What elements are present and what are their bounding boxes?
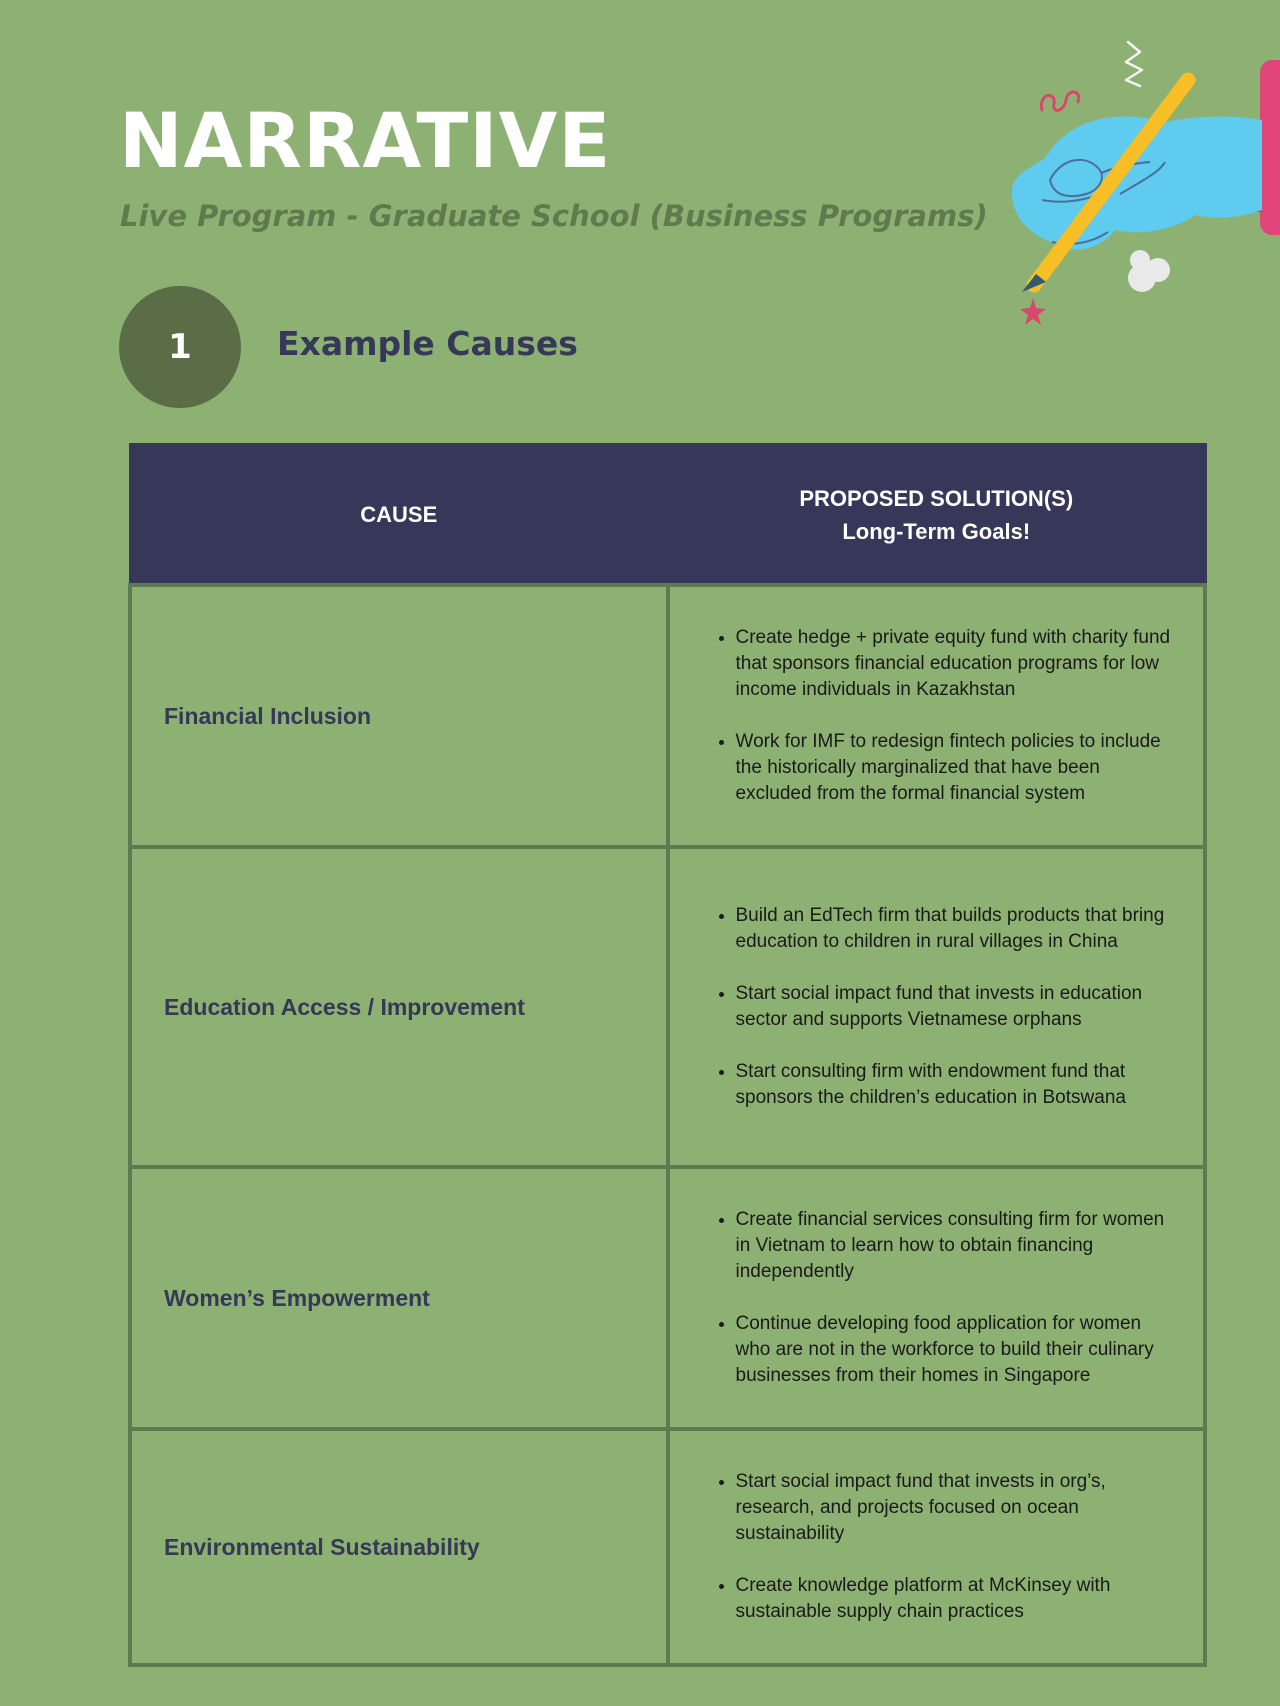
table-header-row [130, 445, 1205, 586]
page-subtitle: Live Program - Graduate School (Business Programs) [120, 199, 988, 233]
solution-item: • Create hedge + private equity fund with charity fund that sponsors financial education programs for low income individuals in Kazakhstan [736, 625, 1174, 703]
solutions-header-label: PROPOSED SOLUTION(S) [799, 485, 1074, 511]
solution-item: • Create financial services consulting firm for women in Vietnam to learn how to obtain financing independently [736, 1207, 1174, 1285]
section-title: Example Causes [277, 324, 578, 363]
cause-cell: Education Access / Improvement [130, 847, 668, 1167]
cause-cell: Financial Inclusion [130, 585, 668, 847]
solutions-cell [668, 585, 1206, 847]
solution-item: • Start consulting firm with endowment fund that sponsors the children’s education in Botswana [736, 1059, 1174, 1111]
solution-item: • Start social impact fund that invests in education sector and supports Vietnamese orphans [736, 981, 1174, 1033]
solution-item: • Build an EdTech firm that builds products that bring education to children in rural villages in China [736, 903, 1174, 955]
solutions-list [704, 1469, 1174, 1625]
solutions-list [704, 1207, 1174, 1389]
solution-item: • Create knowledge platform at McKinsey with sustainable supply chain practices [736, 1573, 1174, 1625]
table-row [130, 585, 1205, 847]
solutions-list [704, 903, 1174, 1111]
solutions-header-sublabel: Long-Term Goals! [842, 518, 1031, 544]
solutions-cell [668, 1429, 1206, 1665]
solution-item: • Work for IMF to redesign fintech policies to include the historically marginalized that have been excluded from the formal financial system [736, 729, 1174, 807]
cause-cell: Women’s Empowerment [130, 1167, 668, 1429]
solutions-column-header [668, 445, 1206, 586]
section-number-badge: 1 [119, 286, 241, 408]
page-title: NARRATIVE [119, 96, 612, 185]
cause-header-label: CAUSE [360, 502, 438, 527]
hand-writing-with-pencil-icon [990, 30, 1280, 330]
causes-table [128, 443, 1207, 1667]
solutions-cell [668, 847, 1206, 1167]
solutions-cell [668, 1167, 1206, 1429]
solutions-list [704, 625, 1174, 807]
cause-column-header [130, 445, 668, 586]
table-row [130, 847, 1205, 1167]
cause-cell: Environmental Sustainability [130, 1429, 668, 1665]
table-row [130, 1167, 1205, 1429]
table-row [130, 1429, 1205, 1665]
solution-item: • Start social impact fund that invests in org’s, research, and projects focused on ocean sustainability [736, 1469, 1174, 1547]
solution-item: • Continue developing food application for women who are not in the workforce to build their culinary businesses from their homes in Singapore [736, 1311, 1174, 1389]
